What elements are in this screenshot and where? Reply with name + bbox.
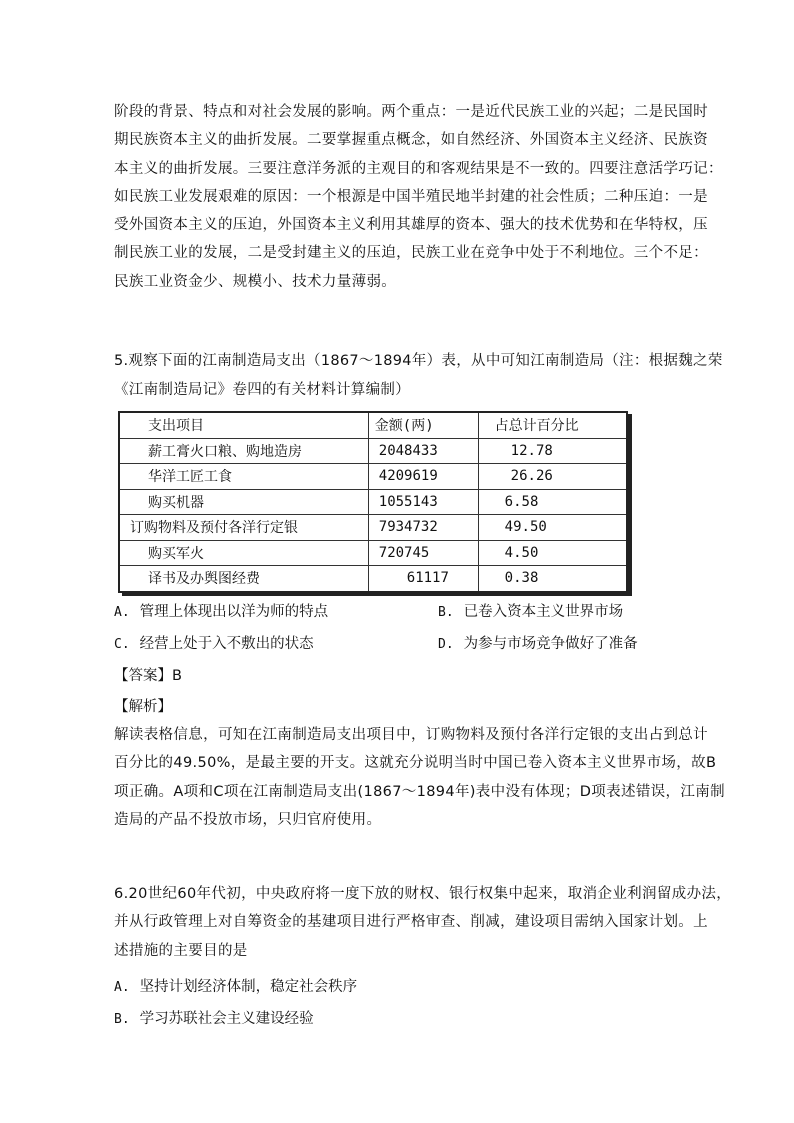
option-text: 管理上体现出以洋为师的特点 xyxy=(139,604,329,620)
analysis-paragraph xyxy=(114,721,725,834)
option-d xyxy=(438,632,638,653)
intro-paragraph xyxy=(114,98,723,296)
text-line: 解读表格信息，可知在江南制造局支出项目中，订购物料及预付各洋行定银的支出占到总计 xyxy=(114,727,708,743)
text-line: 制民族工业的发展，二是受封建主义的压迫，民族工业在竞争中处于不利地位。三个不足： xyxy=(114,245,708,262)
text-line: 期民族资本主义的曲折发展。二要掌握重点概念，如自然经济、外国资本主义经济、民族资 xyxy=(114,132,708,149)
text-line: 本主义的曲折发展。三要注意洋务派的主观目的和客观结果是不一致的。四要注意活学巧记： xyxy=(114,160,723,177)
option-letter: B. xyxy=(438,605,454,620)
option-a xyxy=(114,975,357,996)
option-letter: A. xyxy=(114,605,130,620)
table-cell: 0.38 xyxy=(478,566,627,592)
answer-tag: 【答案】B xyxy=(114,668,182,684)
options-row xyxy=(114,600,694,628)
table-header-item: 支出项目 xyxy=(119,412,368,438)
question-6-stem xyxy=(114,880,732,965)
option-letter: C. xyxy=(114,637,130,652)
option-text: 已卷入资本主义世界市场 xyxy=(463,604,624,620)
option-text: 经营上处于入不敷出的状态 xyxy=(139,636,314,652)
option-c xyxy=(114,632,314,653)
option-text: 学习苏联社会主义建设经验 xyxy=(139,1011,314,1027)
table-header-row xyxy=(119,412,627,438)
table-cell: 4.50 xyxy=(478,540,627,566)
table-cell: 购买军火 xyxy=(119,540,368,566)
text-line: 受外国资本主义的压迫，外国资本主义利用其雄厚的资本、强大的技术优势和在华特权，压 xyxy=(114,217,708,234)
option-letter: D. xyxy=(438,637,454,652)
table-header-amount: 金额(两) xyxy=(368,412,478,438)
text-line: 阶段的背景、特点和对社会发展的影响。两个重点：一是近代民族工业的兴起；二是民国时 xyxy=(114,104,708,120)
table-row xyxy=(119,489,627,515)
table-row xyxy=(119,566,627,592)
table-header-percent: 占总计百分比 xyxy=(478,412,627,438)
option-text: 为参与市场竞争做好了准备 xyxy=(463,636,638,652)
table-cell: 4209619 xyxy=(368,464,478,490)
text-line: 造局的产品不投放市场，只归官府使用。 xyxy=(114,811,382,828)
table-cell: 7934732 xyxy=(368,515,478,541)
table-cell: 6.58 xyxy=(478,489,627,515)
text-line: 如民族工业发展艰难的原因：一个根源是中国半殖民地半封建的社会性质；二种压迫：一是 xyxy=(114,188,708,205)
text-line: 项正确。A项和C项在江南制造局支出(1867～1894年)表中没有体现；D项表述错误，江南制 xyxy=(114,783,725,800)
table-cell: 61117 xyxy=(368,566,478,592)
text-line: 6.20世纪60年代初，中央政府将一度下放的财权、银行权集中起来，取消企业利润留成办法， xyxy=(114,886,732,902)
text-line: 述措施的主要目的是 xyxy=(114,942,248,959)
text-line: 民族工业资金少、规模小、技术力量薄弱。 xyxy=(114,273,397,290)
table-cell: 12.78 xyxy=(478,438,627,464)
table-cell: 购买机器 xyxy=(119,489,368,515)
table-cell: 订购物料及预付各洋行定银 xyxy=(119,515,368,541)
option-text: 坚持计划经济体制，稳定社会秩序 xyxy=(139,979,358,995)
text-line: 5.观察下面的江南制造局支出（1867～1894年）表，从中可知江南制造局（注：根据魏之荣 xyxy=(114,353,723,369)
table-row xyxy=(119,464,627,490)
option-letter: B. xyxy=(114,1012,130,1027)
table-row xyxy=(119,540,627,566)
options-row xyxy=(114,975,694,1003)
option-letter: A. xyxy=(114,980,130,995)
table-row xyxy=(119,515,627,541)
table-cell: 49.50 xyxy=(478,515,627,541)
expense-table xyxy=(118,411,628,593)
table-cell: 薪工膏火口粮、购地造房 xyxy=(119,438,368,464)
table-cell: 2048433 xyxy=(368,438,478,464)
option-a xyxy=(114,600,328,621)
options-row xyxy=(114,632,694,660)
option-b xyxy=(114,1007,314,1028)
text-line: 并从行政管理上对自筹资金的基建项目进行严格审查、削减，建设项目需纳入国家计划。上 xyxy=(114,914,708,931)
option-b xyxy=(438,600,623,621)
table-cell: 华洋工匠工食 xyxy=(119,464,368,490)
table-cell: 26.26 xyxy=(478,464,627,490)
table-cell: 译书及办舆图经费 xyxy=(119,566,368,592)
analysis-tag: 【解析】 xyxy=(114,699,172,715)
table-cell: 720745 xyxy=(368,540,478,566)
text-line: 百分比的49.50%，是最主要的开支。这就充分说明当时中国已卷入资本主义世界市场，故B xyxy=(114,755,717,772)
text-line: 《江南制造局记》卷四的有关材料计算编制） xyxy=(114,382,410,398)
table-cell: 1055143 xyxy=(368,489,478,515)
table-row xyxy=(119,438,627,464)
options-row xyxy=(114,1007,694,1035)
question-5-stem xyxy=(114,347,723,405)
